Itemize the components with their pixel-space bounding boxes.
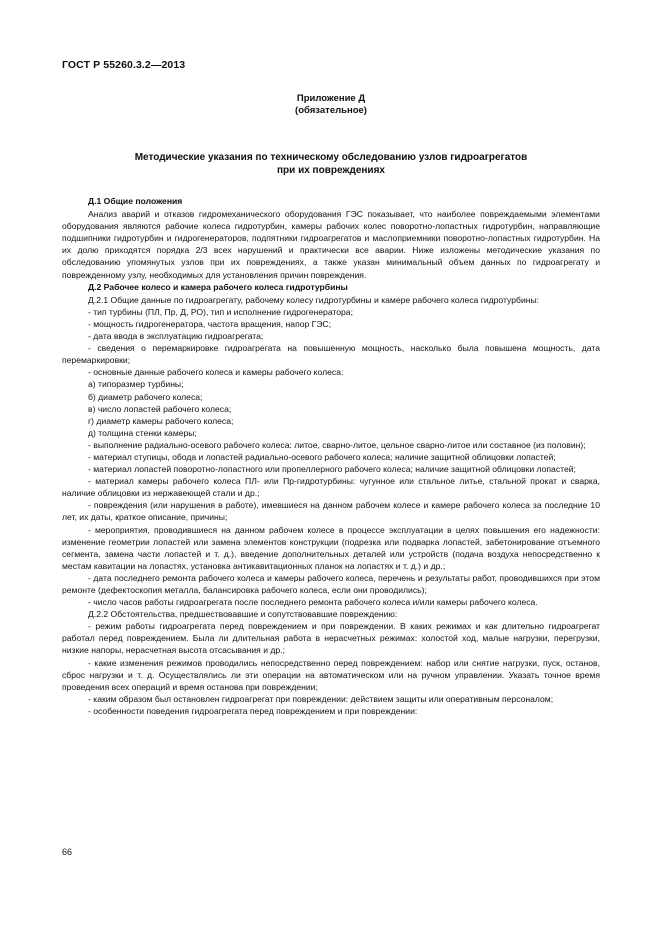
paragraph: - особенности поведения гидроагрегата перед повреждением и при повреждении: — [88, 705, 418, 716]
section-heading: Д.2 Рабочее колесо и камера рабочего колеса гидротурбины — [88, 281, 348, 292]
paragraph: - режим работы гидроагрегата перед повреждением и при повреждении. В каких режимах и как длительно гидроагрегат работал перед повреждением. Была ли длительная работа в нерасчетных режимах: холостой ход, малые нагрузки, перегрузки, низкие напоры, нерасчетная высота отсасывания и др.; — [62, 621, 600, 656]
paragraph: а) типоразмер турбины; — [88, 379, 184, 390]
title-line-2: при их повреждениях — [277, 164, 385, 176]
paragraph: д) толщина стенки камеры; — [88, 427, 197, 438]
paragraph: - материал ступицы, обода и лопастей радиально-осевого рабочего колеса; наличие защитной облицовки лопастей; — [88, 451, 556, 462]
section-heading: Д.1 Общие положения — [88, 196, 183, 206]
document-body — [62, 195, 600, 717]
paragraph: - каким образом был остановлен гидроагрегат при повреждении: действием защиты или оперативным персоналом; — [88, 693, 554, 704]
paragraph: - основные данные рабочего колеса и камеры рабочего колеса: — [88, 367, 344, 378]
appendix-label: Приложение Д — [296, 93, 366, 104]
page-number: 66 — [62, 847, 73, 857]
paragraph: - какие изменения режимов проводились непосредственно перед повреждением: набор или снятие нагрузки, пуск, останов, сброс нагрузки и т. д. Осуществлялись ли эти операции на автоматическом или на ручном управлении. Указать точное время проведения всех операций и время останова при повреждении; — [62, 657, 600, 692]
paragraph: - выполнение радиально-осевого рабочего колеса: литое, сварно-литое, цельное сварно-литое или составное (из половин); — [88, 439, 586, 450]
appendix-heading — [62, 93, 600, 117]
paragraph: Д.2.1 Общие данные по гидроагрегату, рабочему колесу гидротурбины и камере рабочего колеса гидротурбины: — [88, 294, 540, 305]
paragraph: - число часов работы гидроагрегата после последнего ремонта рабочего колеса и/или камеры рабочего колеса. — [88, 597, 538, 608]
paragraph: - материал лопастей поворотно-лопастного или пропеллерного рабочего колеса; наличие защитной облицовки лопастей; — [88, 464, 576, 475]
document-title — [62, 152, 600, 177]
paragraph: - материал камеры рабочего колеса ПЛ- или Пр-гидротурбины: чугунное или стальное литье, стальной прокат и сварка, наличие облицовки из нержавеющей стали и др.; — [62, 476, 600, 499]
paragraph: - сведения о перемаркировке гидроагрегата на повышенную мощность, насколько была повышена мощность, дата перемаркировки; — [62, 343, 600, 366]
paragraph: в) число лопастей рабочего колеса; — [88, 403, 232, 414]
paragraph: б) диаметр рабочего колеса; — [88, 391, 203, 402]
paragraph: - повреждения (или нарушения в работе), имевшиеся на данном рабочем колесе и камере рабочего колеса за последние 10 лет, их даты, краткое описание, причины; — [62, 500, 600, 523]
paragraph: - тип турбины (ПЛ, Пр, Д, РО), тип и исполнение гидрогенератора; — [88, 306, 353, 317]
paragraph: - дата последнего ремонта рабочего колеса и камеры рабочего колеса, перечень и результаты работ, проводившихся при этом ремонте (дефектоскопия металла, балансировка рабочего колеса, если они проводились); — [62, 572, 600, 595]
paragraph: Анализ аварий и отказов гидромеханического оборудования ГЭС показывает, что наиболее повреждаемыми элементами оборудования являются рабочие колеса гидротурбин, камеры рабочих колес поворотно-лопастных гидротурбин, направляющие подшипники гидротурбин и гидрогенераторов, подпятники гидроагрегатов и маслоприемники поворотно-лопастных гидротурбин. На их долю приходятся порядка 2/3 всех нарушений и практически все аварии. Ниже изложены методические указания по обследованию упомянутых узлов при их повреждениях, а также указан минимальный объем данных по гидроагрегату и поврежденному узлу, необходимых для установления причин повреждения. — [62, 209, 600, 280]
document-id: ГОСТ Р 55260.3.2—2013 — [62, 59, 186, 71]
paragraph: - мероприятия, проводившиеся на данном рабочем колесе в процессе эксплуатации в целях повышения его надежности: изменение геометрии лопастей или замена элементов конструкции (подрезка или подварка лопастей, забетонирование отъемного сегмента, замена части лопастей и т. д.), введение дополнительных деталей или устройств (подача воздуха непосредственно к местам кавитации на лопастях, установка антикавитационных планок на лопастях и т. д.) и др.; — [62, 524, 600, 571]
title-line-1: Методические указания по техническому обследованию узлов гидроагрегатов — [134, 152, 528, 163]
paragraph: - дата ввода в эксплуатацию гидроагрегата; — [88, 331, 264, 342]
paragraph: г) диаметр камеры рабочего колеса; — [88, 415, 234, 426]
appendix-status: (обязательное) — [295, 105, 367, 116]
paragraph: Д.2.2 Обстоятельства, предшествовавшие и сопутствовавшие повреждению: — [88, 609, 398, 620]
paragraph: - мощность гидрогенератора, частота вращения, напор ГЭС; — [88, 318, 332, 329]
